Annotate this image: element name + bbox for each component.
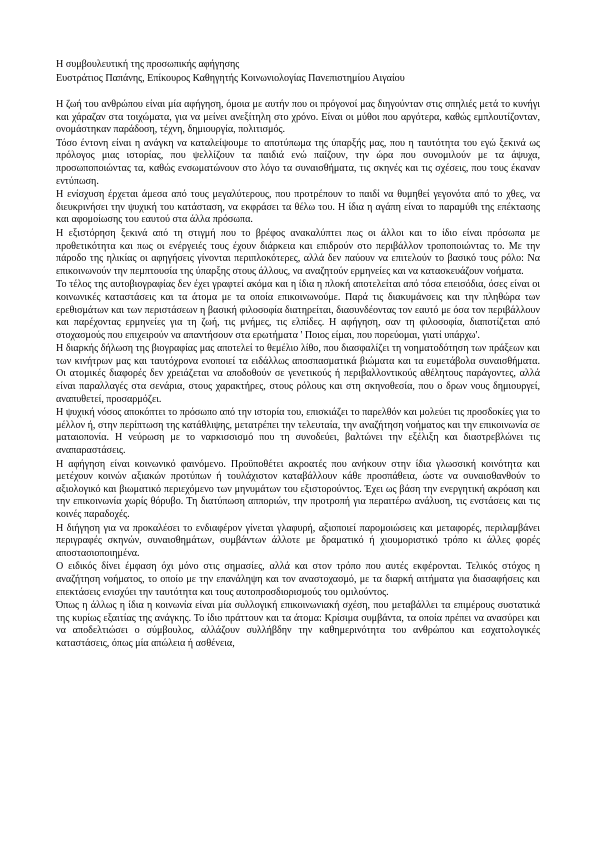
paragraph: Όπως η άλλως η ίδια η κοινωνία είναι μία συλλογική επικοινωνιακή σχέση, που μεταβάλλει τα επιμέρους συστατικά της κυρίως εξαιτίας της ανάγκης. Το ίδιο πράττουν και τα άτομα: Κρίσιμα συμβάντα, τα οποία πρέπει να ανασύρει και να αποδελτιώσει ο σύμβουλος, αλλάζουν συλλήβδην την καθημερινότητα του ανθρώπου και εσχατολογικές καταστάσεις, όπως μία απώλεια ή ασθένεια, <box>56 600 540 649</box>
paragraph: Η ψυχική νόσος αποκόπτει το πρόσωπο από την ιστορία του, επισκιάζει το παρελθόν και μολεύει τις προσδοκίες για το μέλλον ή, στην περίπτωση της κατάθλιψης, μετατρέπει την τελευταία, την αναζήτηση νοήματος και την επικοινωνία σε ματαιοπονία. Η νεύρωση με το ναρκισσισμό που τη συνοδεύει, βαλτώνει την εξέλιξη και διαστρεβλώνει τις αναπαραστάσεις. <box>56 407 540 457</box>
paragraph: Η αφήγηση είναι κοινωνικό φαινόμενο. Προϋποθέτει ακροατές που ανήκουν στην ίδια γλωσσική κοινότητα και μετέχουν κοινών αξιακών προτύπων ή τουλάχιστον καταβάλλουν κάθε προσπάθεια, ώστε να συναισθανθούν το αξιολογικό και βιωματικό περιεχόμενο των μηνυμάτων του εξιστορούντος. Έχει ως βάση την ενεργητική ακρόαση και την επικοινωνία χωρίς θόρυβο. Τη διατύπωση απποριών, την προτροπή για περαιτέρω ανάλυση, τις ενστάσεις και τις κοινές παραδοχές. <box>56 458 540 520</box>
document-title: Η συμβουλευτική της προσωπικής αφήγησης <box>56 59 240 70</box>
paragraph: Η διήγηση για να προκαλέσει το ενδιαφέρον γίνεται γλαφυρή, αξιοποιεί παρομοιώσεις και μεταφορές, περιλαμβάνει περιγραφές σκηνών, συναισθημάτων, συμβάντων άλλοτε με δραματικό ή χιουμοριστικό τρόπο κι άλλες φορές αποστασιοποιημένα. <box>56 522 540 559</box>
paragraph: Η εξιστόρηση ξεκινά από τη στιγμή που το βρέφος ανακαλύπτει πως οι άλλοι και το ίδιο είναι πρόσωπα με προθετικότητα και πως οι ενέργειές τους έχουν διάρκεια και επιδρούν στο περιβάλλον τροποποιώντας το. Με την πάροδο της ηλικίας οι αφηγήσεις γίνονται περιπλοκότερες, αλλά δεν παύουν να επιτελούν το βασικό τους ρόλο: Να επικοινωνούν την πεμπτουσία της ύπαρξης στους άλλους, να αναζητούν ερμηνείες και να κατασκευάζουν νοήματα. <box>56 227 540 277</box>
paragraph: Η ζωή του ανθρώπου είναι μία αφήγηση, όμοια με αυτήν που οι πρόγονοί μας διηγούνταν στις σπηλιές μετά το κυνήγι και χάραζαν στα τοιχώματα, για να μείνει ανεξίτηλη στο χρόνο. Είναι οι μύθοι που αργότερα, καθώς εμπλουτίζονταν, ονομάστηκαν παράδοση, τέχνη, δημιουργία, πολιτισμός. <box>56 99 540 136</box>
paragraph: Ο ειδικός δίνει έμφαση όχι μόνο στις σημασίες, αλλά και στον τρόπο που αυτές εκφέρονται. Τελικός στόχος η αναζήτηση νοήματος, το οποίο με την επανάληψη και τον αναστοχασμό, με τα διαρκή αιτήματα για διασαφήσεις και επεκτάσεις ενισχύει την ταυτότητα και τους αυτοπροσδιορισμούς του ομιλούντος. <box>56 561 540 598</box>
document-page <box>56 58 540 652</box>
paragraph: Τόσο έντονη είναι η ανάγκη να καταλείψουμε το αποτύπωμα της ύπαρξής μας, που η ταυτότητα του εγώ ξεκινά ως πρόλογος μιας ιστορίας, που ψελλίζουν τα παιδιά ενώ παίζουν, την ώρα που συνομιλούν με τα άψυχα, προσωποποιώντας τα, καθώς ενσωματώνουν στο λόγο τα συναισθήματα, τις σκηνές και τις σχέσεις, που τους έκαναν εντύπωση. <box>56 137 540 187</box>
paragraph: Το τέλος της αυτοβιογραφίας δεν έχει γραφτεί ακόμα και η ίδια η πλοκή αποτελείται από τόσα επεισόδια, όσες είναι οι κοινωνικές καταστάσεις και τα άτομα με τα οποία επικοινωνούμε. Παρά τις διακυμάνσεις και την πληθώρα των ερεθισμάτων και των περιστάσεων η βασική φιλοσοφία διατηρείται, διασυνδέοντας τον εαυτό με όσα τον περιβάλλουν και παρέχοντας ερμηνείες για τη ζωή, τις μνήμες, τις ελπίδες. Η αφήγηση, σαν τη φιλοσοφία, διαποτίζεται από στοχασμούς που επιχειρούν να απαντήσουν στα ερωτήματα ' Ποιος είμαι, που πορεύομαι, γιατί υπάρχω'. <box>56 279 540 341</box>
paragraph: Η διαρκής δήλωση της βιογραφίας μας αποτελεί το θεμέλιο λίθο, που διασφαλίζει τη νοηματοδότηση των πράξεων και των κινήτρων μας και ταυτόχρονα ενοποιεί τα ειδάλλως αποσπασματικά βιώματα και τα ευμετάβολα συναισθήματα. Οι ατομικές διαφορές δεν χρειάζεται να αποδοθούν σε γενετικούς ή περιβαλλοντικούς αθέλητους παράγοντες, αλλά είναι παραλλαγές στα σενάρια, στους χαρακτήρες, στους ρόλους και στη σκηνοθεσία, που ο δρων νους δημιουργεί, αναπυθετεί, προσαρμόζει. <box>56 343 540 405</box>
document-body <box>56 99 540 651</box>
author-line: Ευστράτιος Παπάνης, Επίκουρος Καθηγητής Κοινωνιολογίας Πανεπιστημίου Αιγαίου <box>56 73 405 84</box>
paragraph: Η ενίσχυση έρχεται άμεσα από τους μεγαλύτερους, που προτρέπουν το παιδί να θυμηθεί γεγονότα από το χθες, να διευκρινήσει την ψυχική του κατάσταση, να εκφράσει τα θέλω του. Η ίδια η αγάπη είναι το παραμύθι της επέκτασης και αφομοίωσης του εαυτού στα άλλα πρόσωπα. <box>56 189 540 226</box>
